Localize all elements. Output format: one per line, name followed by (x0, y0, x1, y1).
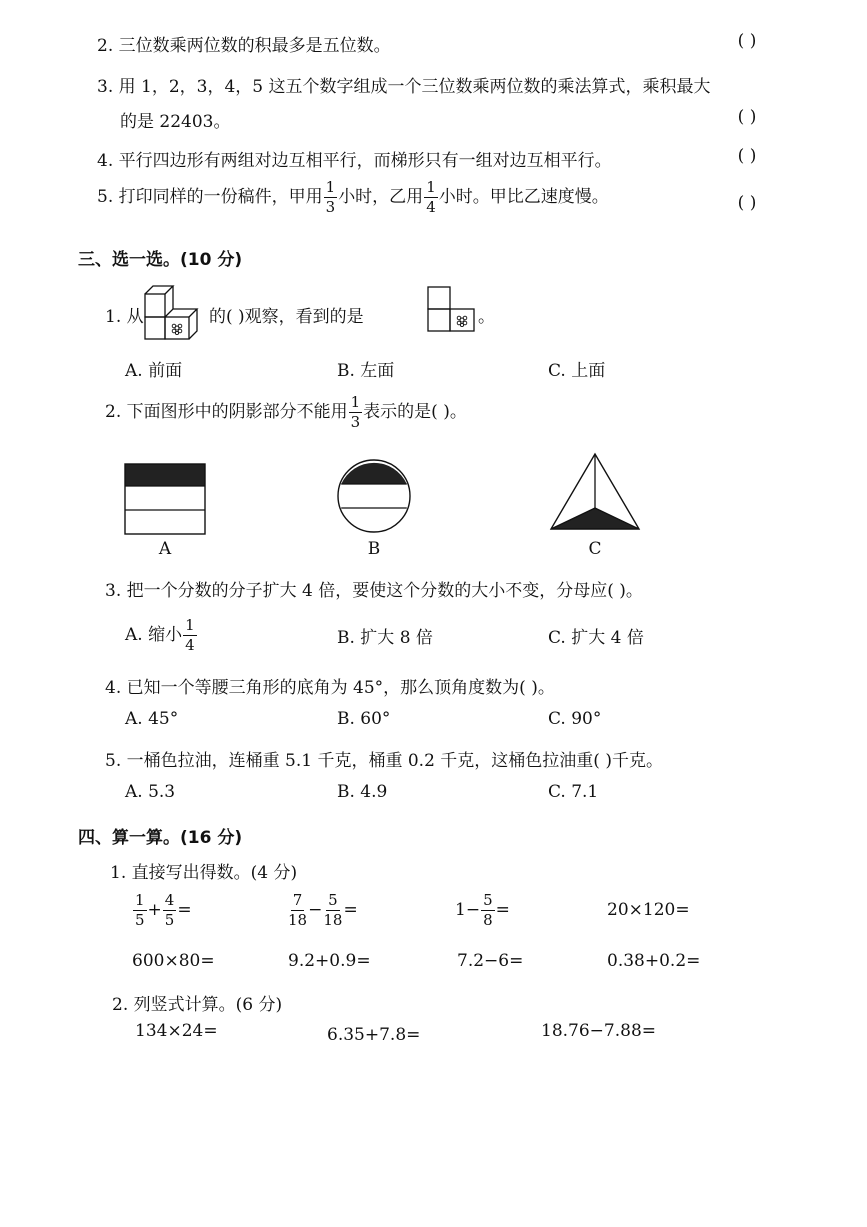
answer-paren[interactable]: ( ) (737, 193, 757, 213)
figure-b-label: B (367, 539, 381, 559)
q4-option-a[interactable]: A. 45° (125, 709, 179, 729)
item-text: 平行四边形有两组对边互相平行，而梯形只有一组对边互相平行。 (118, 151, 612, 171)
fraction (349, 395, 363, 430)
judge-item-3 (97, 72, 711, 97)
denominator: 18 (323, 911, 343, 929)
judge-item-5 (97, 180, 609, 215)
answer-paren[interactable]: ( ) (737, 31, 757, 51)
numerator: 1 (426, 178, 436, 196)
calc-2a: 600×80= (132, 951, 215, 971)
denominator: 3 (325, 198, 336, 216)
operator: + (147, 900, 162, 920)
q3-text: 3. 把一个分数的分子扩大 4 倍，要使这个分数的大小不变，分母应( )。 (105, 581, 643, 601)
cube-stack-figure (143, 282, 208, 342)
item-number: 3. (97, 77, 114, 97)
q1-option-a[interactable]: A. 前面 (125, 361, 183, 381)
q1-option-b[interactable]: B. 左面 (337, 361, 395, 381)
item-text: 打印同样的一份稿件，甲用 (118, 187, 323, 207)
q3-option-a[interactable] (125, 618, 198, 653)
denominator: 8 (483, 911, 493, 929)
calc-1c (455, 893, 510, 928)
item-text: 小时，乙用 (338, 187, 424, 207)
denominator: 4 (426, 198, 436, 216)
judge-item-2 (97, 31, 391, 56)
q5-option-a[interactable]: A. 5.3 (125, 782, 176, 802)
fraction (324, 180, 338, 215)
fraction (323, 893, 342, 928)
figure-c-triangle (548, 452, 642, 532)
item-number: 5. (97, 187, 114, 207)
numerator: 1 (135, 891, 145, 909)
figure-c-label: C (588, 539, 602, 559)
answer-paren[interactable]: ( ) (737, 146, 757, 166)
q1-mid: 的( )观察，看到的是 (209, 307, 364, 327)
q1-post: 。 (478, 307, 495, 327)
numerator: 4 (164, 891, 175, 909)
operator: − (308, 900, 323, 920)
denominator: 4 (185, 636, 195, 654)
item-number: 4. (97, 151, 114, 171)
calc-2b: 9.2+0.9= (288, 951, 371, 971)
numerator: 1 (185, 616, 195, 634)
judge-item-4 (97, 146, 612, 171)
q3-option-c[interactable]: C. 扩大 4 倍 (548, 628, 644, 648)
calc-1d: 20×120= (607, 900, 690, 920)
equals: = (343, 900, 358, 920)
item-text: 小时。甲比乙速度慢。 (438, 187, 609, 207)
q4-option-c[interactable]: C. 90° (548, 709, 602, 729)
sub-question-2: 2. 列竖式计算。(6 分) (112, 995, 283, 1015)
fraction (288, 893, 307, 928)
numerator: 5 (483, 891, 493, 909)
view-figure (426, 285, 478, 335)
q1-option-c[interactable]: C. 上面 (548, 361, 606, 381)
q5-option-c[interactable]: C. 7.1 (548, 782, 599, 802)
fraction (183, 618, 197, 653)
operand: 1− (455, 900, 481, 920)
fraction (424, 180, 438, 215)
fraction (133, 893, 147, 928)
denominator: 3 (350, 413, 361, 431)
judge-item-3-cont: 的是 22403。 (120, 112, 231, 132)
answer-paren[interactable]: ( ) (737, 107, 757, 127)
figure-a-label: A (158, 539, 172, 559)
q2-text (105, 395, 467, 430)
q2-pre: 2. 下面图形中的阴影部分不能用 (105, 402, 348, 422)
denominator: 18 (288, 911, 308, 929)
numerator: 1 (325, 178, 336, 196)
numerator: 1 (350, 393, 361, 411)
calc-1b (287, 893, 358, 928)
calc-3b: 6.35+7.8= (327, 1025, 421, 1045)
numerator: 5 (328, 891, 338, 909)
section-4-title: 四、算一算。(16 分) (78, 828, 243, 848)
figure-b-circle (336, 458, 412, 534)
sub-question-1: 1. 直接写出得数。(4 分) (110, 863, 298, 883)
calc-2d: 0.38+0.2= (607, 951, 701, 971)
denominator: 5 (135, 911, 145, 929)
calc-1a (132, 893, 192, 928)
equals: = (495, 900, 510, 920)
item-number: 2. (97, 36, 114, 56)
option-label: A. 缩小 (125, 625, 183, 645)
item-text: 三位数乘两位数的积最多是五位数。 (118, 36, 391, 56)
item-text: 用 1，2，3，4，5 这五个数字组成一个三位数乘两位数的乘法算式，乘积最大 (118, 77, 711, 97)
q2-post: 表示的是( )。 (363, 402, 467, 422)
equals: = (177, 900, 192, 920)
calc-2c: 7.2−6= (457, 951, 524, 971)
q4-text: 4. 已知一个等腰三角形的底角为 45°，那么顶角度数为( )。 (105, 678, 555, 698)
q5-text: 5. 一桶色拉油，连桶重 5.1 千克，桶重 0.2 千克，这桶色拉油重( )千克。 (105, 751, 663, 771)
section-3-title: 三、选一选。(10 分) (78, 250, 243, 270)
figure-a-rectangle (124, 463, 206, 535)
q5-option-b[interactable]: B. 4.9 (337, 782, 388, 802)
q1-pre: 1. 从 (105, 307, 144, 327)
calc-3c: 18.76−7.88= (541, 1021, 657, 1041)
numerator: 7 (292, 891, 303, 909)
denominator: 5 (164, 911, 175, 929)
fraction (163, 893, 177, 928)
q4-option-b[interactable]: B. 60° (337, 709, 391, 729)
fraction (481, 893, 495, 928)
calc-3a: 134×24= (135, 1021, 218, 1041)
q3-option-b[interactable]: B. 扩大 8 倍 (337, 628, 433, 648)
